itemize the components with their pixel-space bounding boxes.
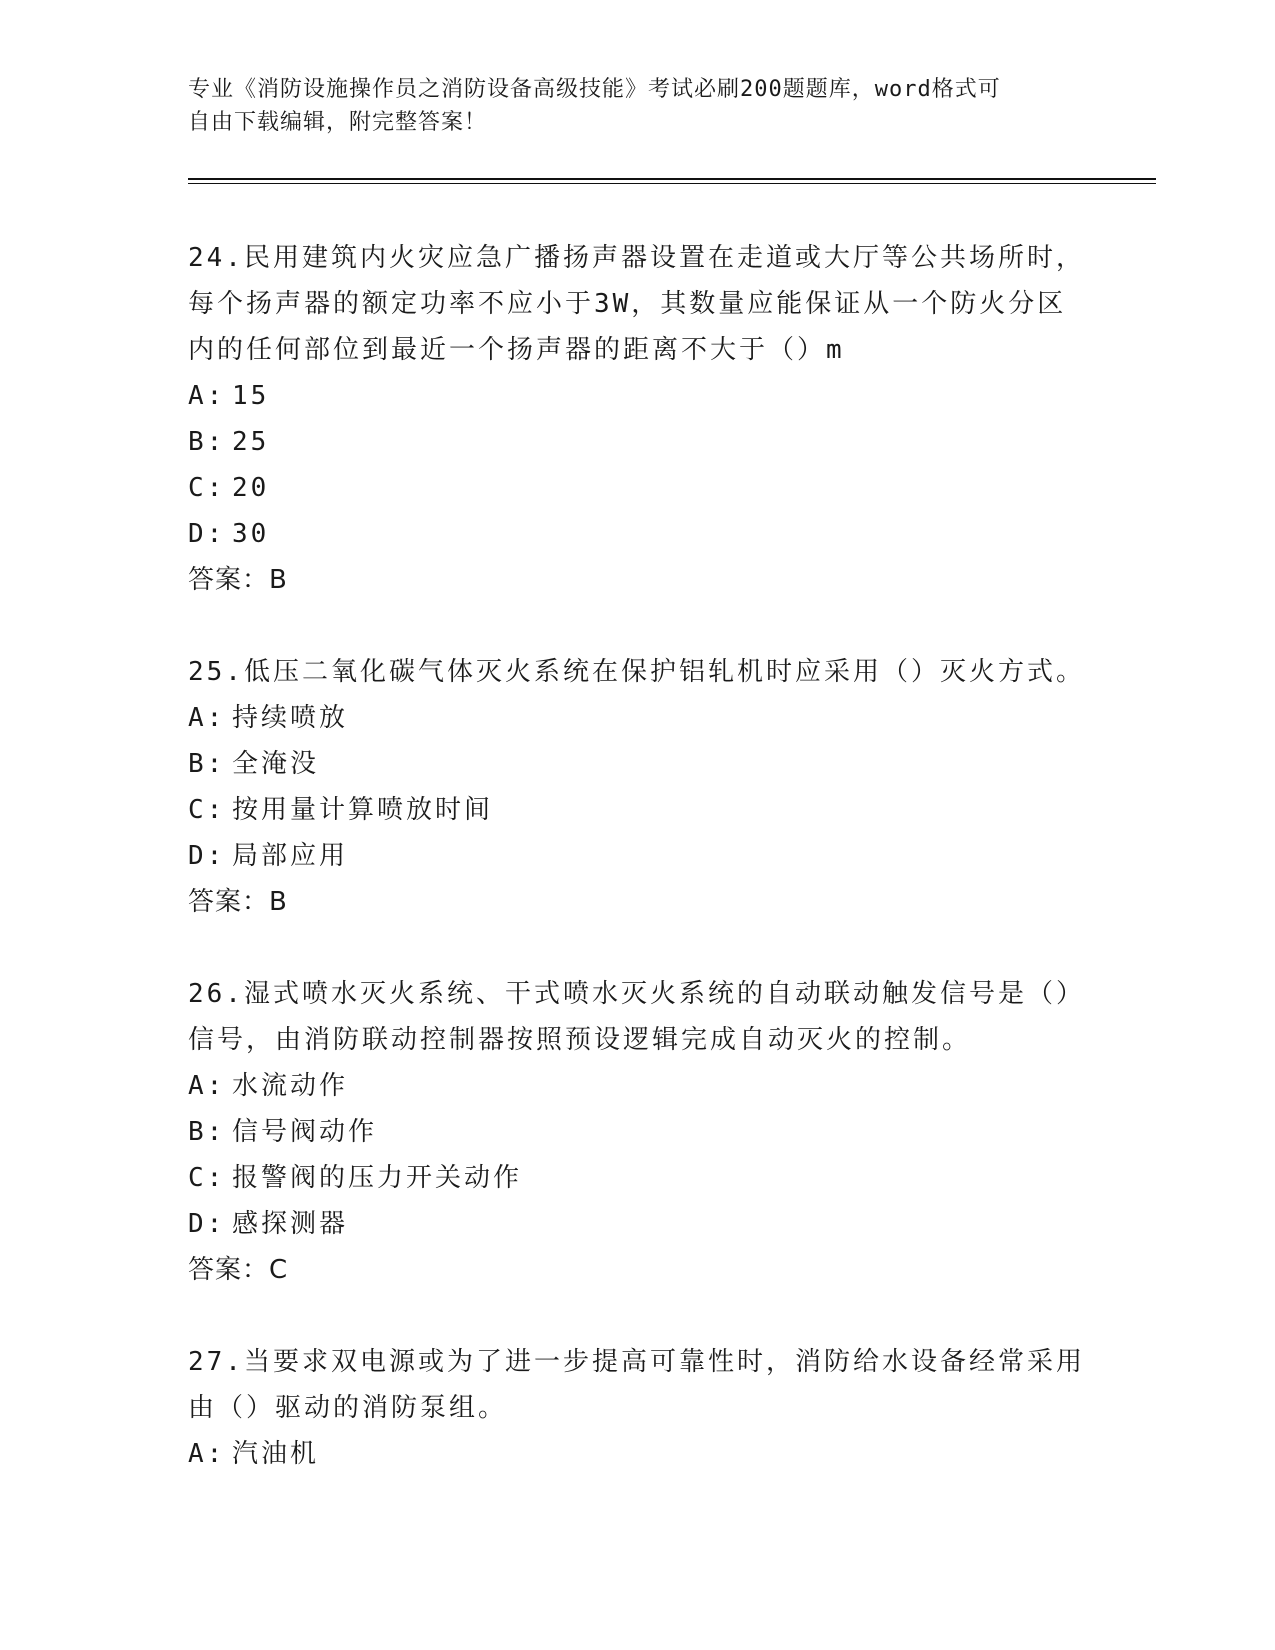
option-label: D: — [188, 841, 226, 871]
option-label: A: — [188, 1439, 226, 1469]
option-text: 30 — [232, 519, 270, 549]
option-label: A: — [188, 381, 226, 411]
question-27 — [188, 1339, 1088, 1477]
question-list — [188, 235, 1088, 1523]
option-text: 感探测器 — [232, 1209, 349, 1239]
option-a — [188, 373, 1088, 419]
option-label: B: — [188, 749, 226, 779]
option-b — [188, 741, 1088, 787]
option-text: 汽油机 — [232, 1439, 320, 1469]
option-c — [188, 787, 1088, 833]
answer-line: 答案：B — [188, 565, 288, 595]
header-divider-thick — [188, 178, 1156, 180]
option-a — [188, 695, 1088, 741]
option-b — [188, 1109, 1088, 1155]
question-stem: 26.湿式喷水灭火系统、干式喷水灭火系统的自动联动触发信号是（）信号，由消防联动控制器按照预设逻辑完成自动灭火的控制。 — [188, 979, 1085, 1055]
question-stem: 25.低压二氧化碳气体灭火系统在保护铝轧机时应采用（）灭火方式。 — [188, 657, 1085, 687]
option-text: 全淹没 — [232, 749, 320, 779]
option-text: 信号阀动作 — [232, 1117, 378, 1147]
header-line-2: 自由下载编辑，附完整答案！ — [188, 110, 488, 135]
option-text: 15 — [232, 381, 270, 411]
option-label: C: — [188, 473, 226, 503]
option-label: C: — [188, 795, 226, 825]
document-header — [188, 73, 1068, 139]
question-26 — [188, 971, 1088, 1293]
option-text: 按用量计算喷放时间 — [232, 795, 494, 825]
option-label: D: — [188, 1209, 226, 1239]
option-label: A: — [188, 703, 226, 733]
option-a — [188, 1063, 1088, 1109]
option-text: 报警阀的压力开关动作 — [232, 1163, 523, 1193]
option-label: D: — [188, 519, 226, 549]
option-b — [188, 419, 1088, 465]
header-line-1: 专业《消防设施操作员之消防设备高级技能》考试必刷200题题库，word格式可 — [188, 77, 1001, 102]
option-d — [188, 833, 1088, 879]
question-stem: 27.当要求双电源或为了进一步提高可靠性时，消防给水设备经常采用由（）驱动的消防泵组。 — [188, 1347, 1085, 1423]
question-25 — [188, 649, 1088, 925]
option-label: A: — [188, 1071, 226, 1101]
option-text: 25 — [232, 427, 270, 457]
question-24 — [188, 235, 1088, 603]
question-stem: 24.民用建筑内火灾应急广播扬声器设置在走道或大厅等公共场所时，每个扬声器的额定功率不应小于3W，其数量应能保证从一个防火分区内的任何部位到最近一个扬声器的距离不大于（）m — [188, 243, 1085, 365]
answer-line: 答案：B — [188, 887, 288, 917]
option-text: 水流动作 — [232, 1071, 349, 1101]
option-a — [188, 1431, 1088, 1477]
option-c — [188, 1155, 1088, 1201]
option-text: 局部应用 — [232, 841, 349, 871]
option-text: 持续喷放 — [232, 703, 349, 733]
option-d — [188, 1201, 1088, 1247]
option-label: B: — [188, 427, 226, 457]
option-d — [188, 511, 1088, 557]
option-label: B: — [188, 1117, 226, 1147]
option-text: 20 — [232, 473, 270, 503]
header-divider-thin — [188, 183, 1156, 184]
answer-line: 答案：C — [188, 1255, 289, 1285]
option-label: C: — [188, 1163, 226, 1193]
option-c — [188, 465, 1088, 511]
